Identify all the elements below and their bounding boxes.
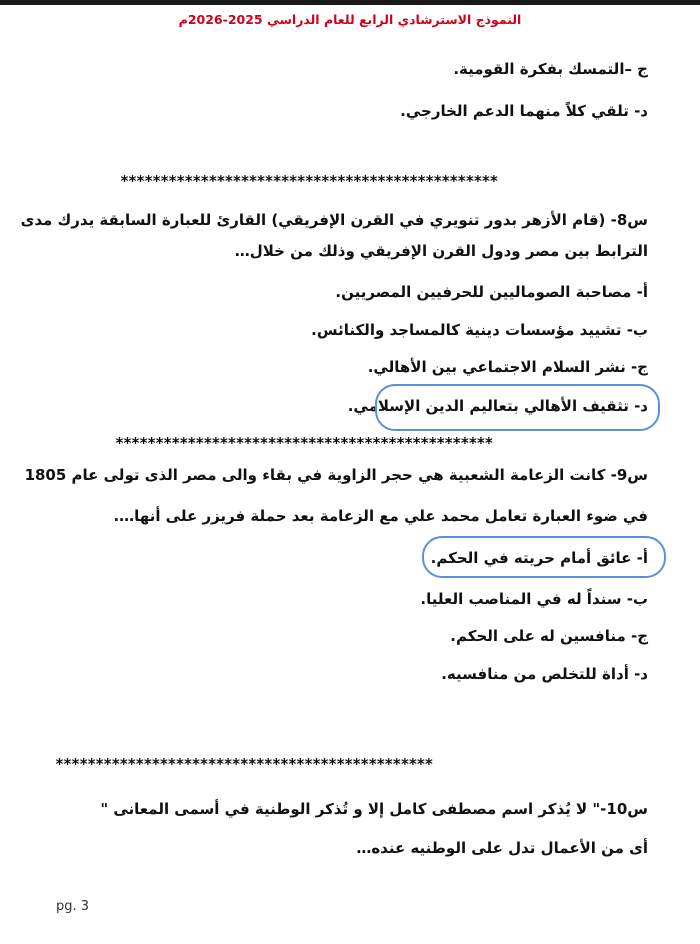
page-number: pg. 3 (56, 899, 90, 914)
prev-option-c: ج –التمسك بفكرة القومية. (453, 60, 648, 78)
q9-option-d: د- أداة للتخلص من منافسيه. (441, 665, 648, 683)
q8-option-c: ج- نشر السلام الاجتماعي بين الأهالي. (367, 358, 648, 376)
page-header: النموذج الاسترشادي الرابع للعام الدراسي 2025-2026م (178, 12, 522, 27)
q9-option-b: ب- سنداً له في المناصب العليا. (420, 590, 648, 608)
separator-2: *********************************************** (115, 434, 493, 452)
q10-stem-line1: س10-" لا يُذكر اسم مصطفى كامل إلا و تُذكر الوطنية في أسمى المعانى " (100, 800, 648, 818)
q8-stem-line2: الترابط بين مصر ودول القرن الإفريقي وذلك من خلال… (234, 242, 648, 260)
q9-stem-line2: في ضوء العبارة تعامل محمد علي مع الزعامة بعد حملة فريزر على أنها…. (113, 507, 648, 525)
separator-3: *********************************************** (55, 755, 433, 773)
q9-answer-circle (422, 536, 666, 578)
q8-stem-line1: س8- (قام الأزهر بدور تنويري في القرن الإفريقي) القارئ للعبارة السابقة يدرك مدى (20, 211, 648, 229)
q8-option-d: د- تثقيف الأهالي بتعاليم الدين الإسلامي. (347, 397, 648, 415)
q9-option-a: أ- عائق أمام حريته في الحكم. (430, 549, 648, 567)
top-border (0, 0, 700, 5)
q10-stem-line2: أى من الأعمال تدل على الوطنيه عنده… (356, 839, 648, 857)
q8-option-b: ب- تشييد مؤسسات دينية كالمساجد والكنائس. (311, 321, 648, 339)
q9-option-c: ج- منافسين له على الحكم. (450, 627, 648, 645)
q8-answer-circle (375, 384, 660, 431)
q8-option-a: أ- مصاحبة الصوماليين للحرفيين المصريين. (335, 283, 648, 301)
q9-stem-line1: س9- كانت الزعامة الشعبية هي حجر الزاوية في بقاء والى مصر الذى تولى عام 1805 (24, 466, 648, 484)
separator-1: *********************************************** (120, 172, 498, 190)
prev-option-d: د- تلقي كلاً منهما الدعم الخارجي. (400, 102, 648, 120)
